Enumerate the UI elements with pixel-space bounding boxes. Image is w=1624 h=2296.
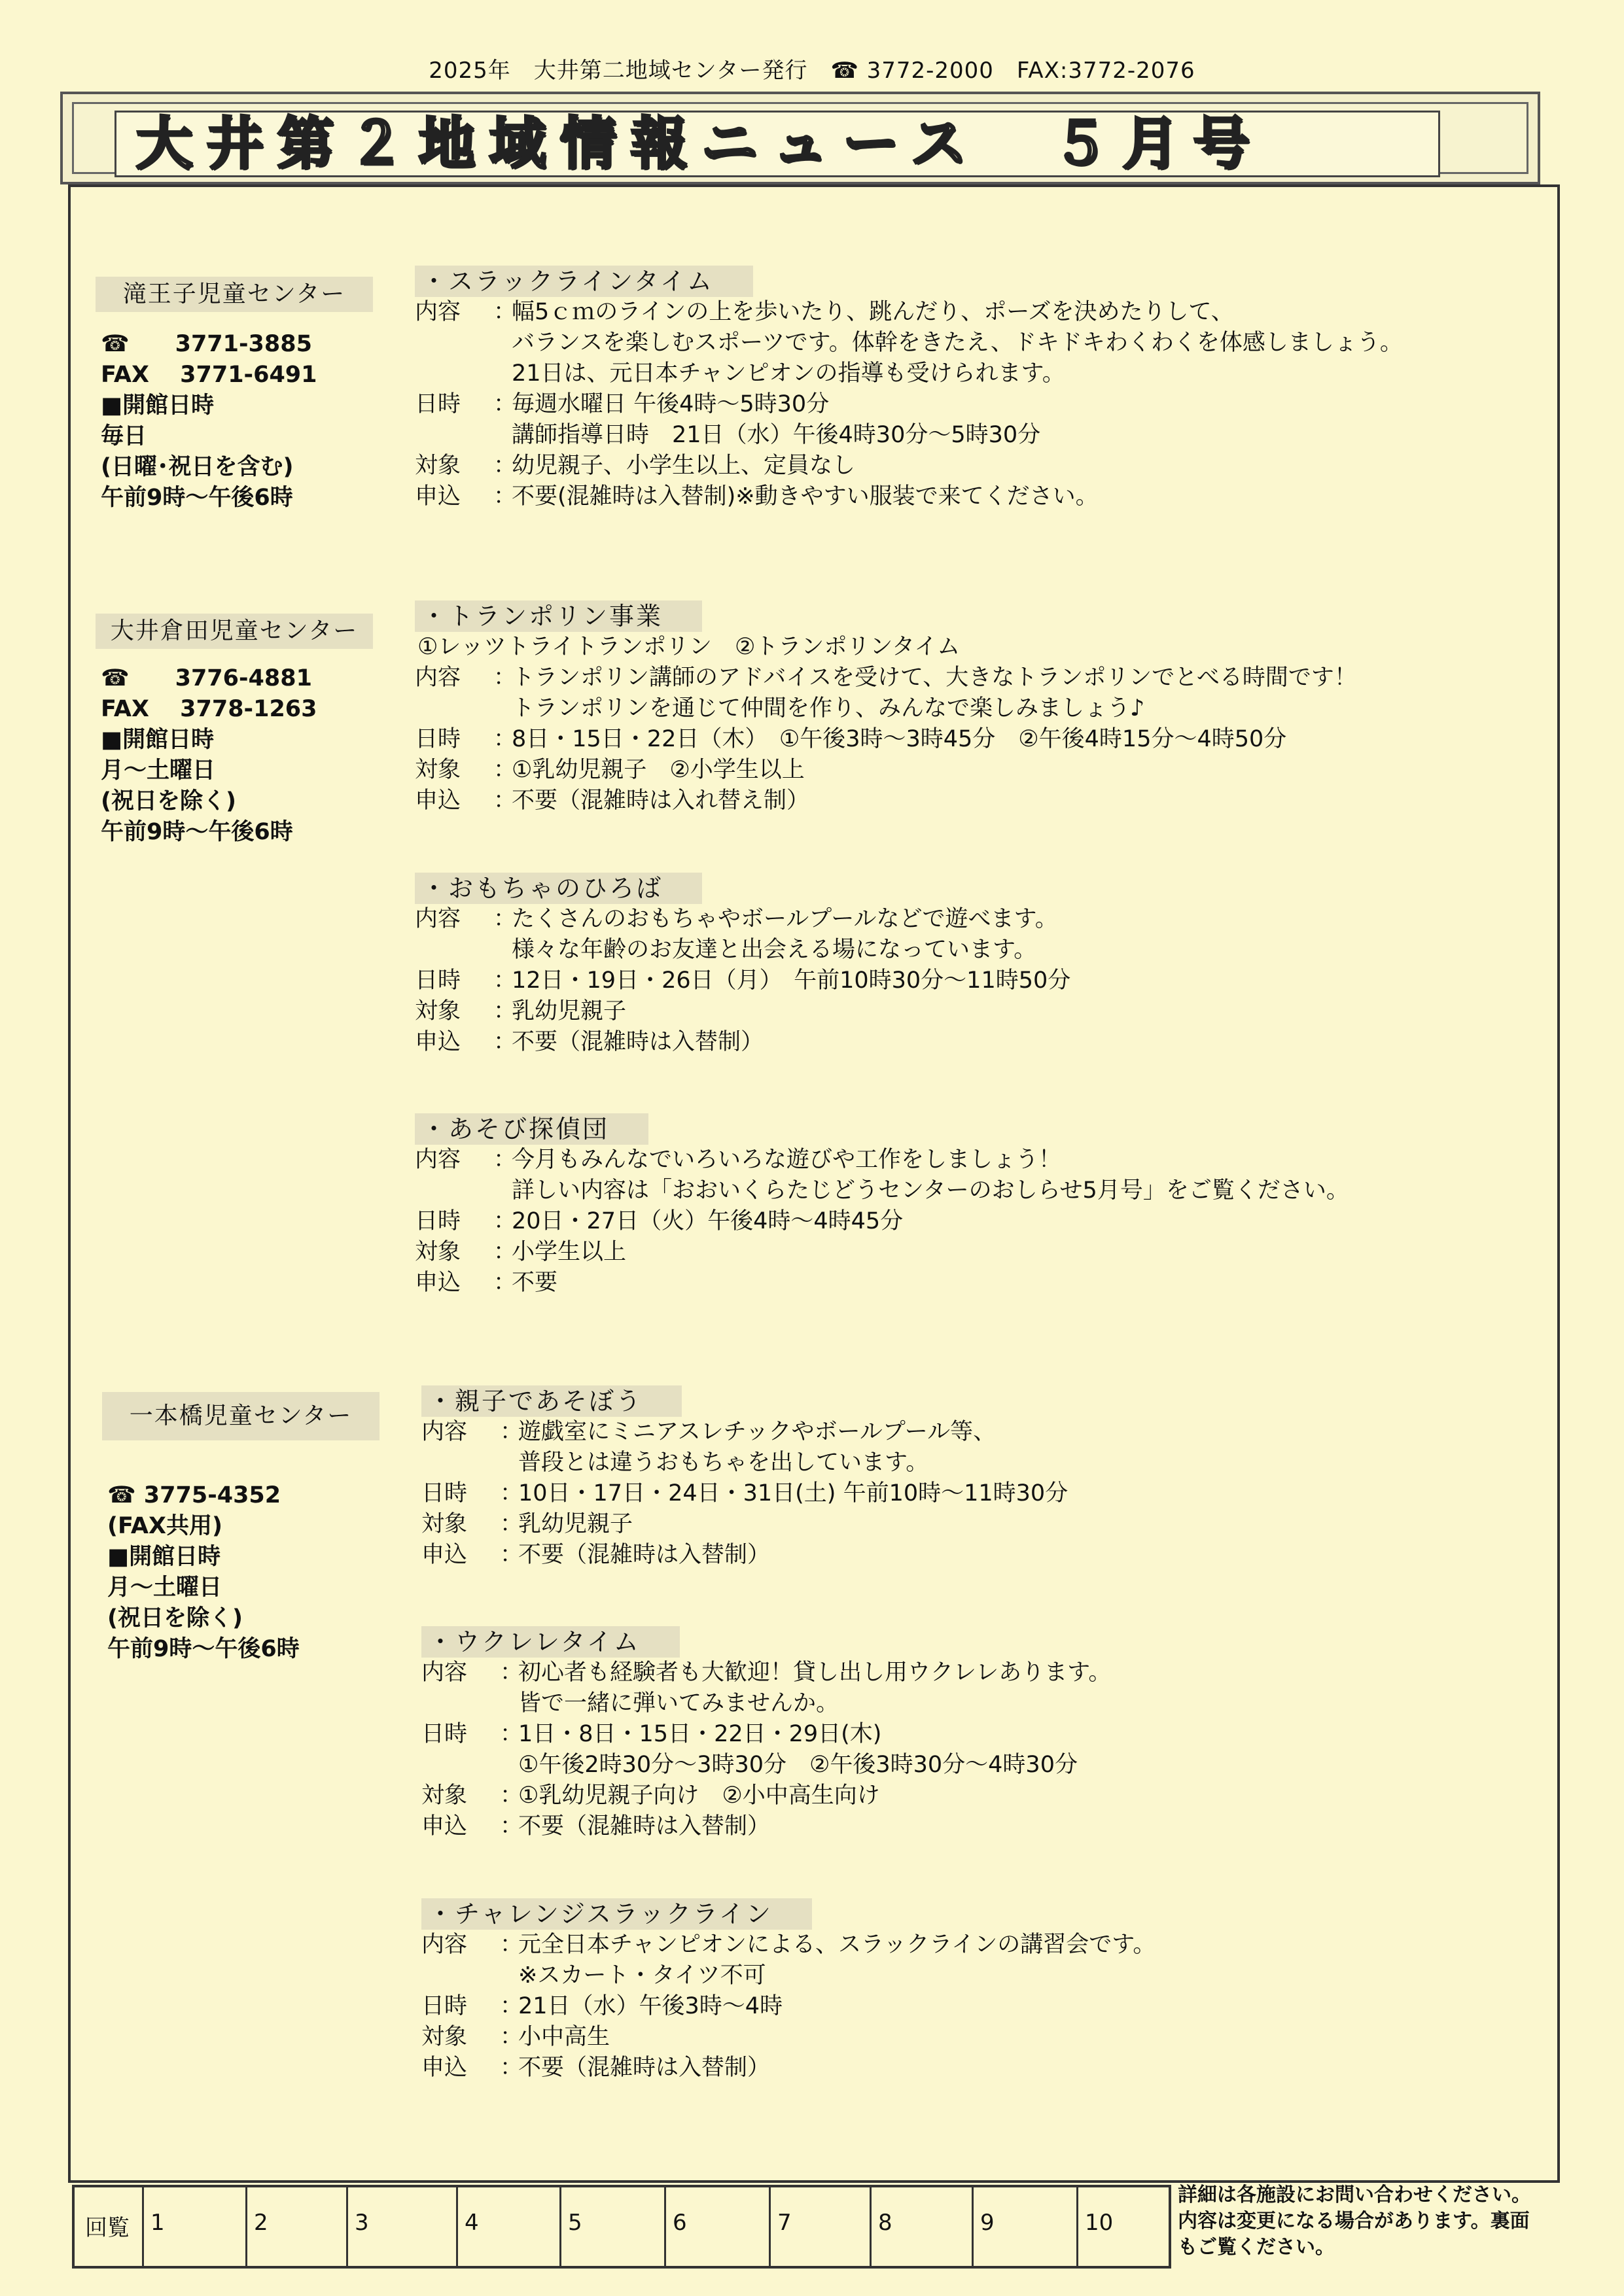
row-key: 日時 [421,1993,468,2019]
row-colon: ： [493,788,517,814]
nichiji-row [421,1991,1156,2022]
publisher-line: 2025年 大井第二地域センター発行 ☎ 3772-2000 FAX:3772-2076 [429,58,1195,84]
row-key: 申込 [415,483,461,510]
row-value: ①乳幼児親子向け ②小中高生向け [518,1783,880,1809]
row-colon: ： [500,1993,523,2019]
row-key: 対象 [421,1783,468,1809]
row-colon: ： [500,1813,523,1839]
row-value: 不要(混雑時は入替制)※動きやすい服装で来てください。 [512,483,1099,510]
taisho-row [421,1781,1111,1811]
row-colon: ： [493,299,517,325]
moshikomi-row [421,1540,1068,1571]
naiyo-row-cont [421,1688,1111,1719]
row-key: 内容 [415,665,461,691]
naiyo-row-cont [415,328,1403,358]
nichiji-row-cont [415,420,1403,451]
naiyo-row [415,297,1403,328]
row-value: 不要 [512,1270,558,1296]
row-key: 日時 [415,967,461,994]
row-colon: ： [493,1270,517,1296]
naiyo-row-cont [415,358,1403,389]
section-title: ・トランポリン事業 [415,600,702,632]
row-key: 日時 [421,1721,468,1747]
section-title: ・ウクレレタイム [421,1626,680,1658]
naiyo-row [415,1145,1349,1175]
row-key: 申込 [415,1029,461,1055]
section-title: ・スラックラインタイム [415,266,753,297]
naiyo-row-cont [415,693,1357,724]
center-info-oikurata: ☎ 3776-4881 FAX 3778-1263 ■開館日時 月～土曜日 (祝日を除く) 午前9時～午後6時 [101,665,317,845]
row-value: 遊戯室にミニアスレチックやボールプール等、 [518,1419,997,1445]
circulation-cell: 7 [771,2187,872,2266]
row-value: たくさんのおもちゃやボールプールなどで遊べます。 [512,906,1058,932]
row-colon: ： [493,967,517,994]
circulation-cell: 9 [974,2187,1078,2266]
row-value: ①午後2時30分～3時30分 ②午後3時30分～4時30分 [518,1752,1078,1778]
row-colon: ： [500,1419,523,1445]
moshikomi-row [415,786,1357,816]
row-key: 対象 [415,998,461,1024]
section-subtitle: ①レッツトライトランポリン ②トランポリンタイム [417,634,961,660]
naiyo-row [421,1658,1111,1688]
row-colon: ： [493,1239,517,1265]
row-value: 普段とは違うおもちゃを出しています。 [518,1450,929,1476]
circulation-cell: 3 [348,2187,458,2266]
row-key: 日時 [421,1480,468,1506]
taisho-row [415,996,1070,1027]
row-colon: ： [493,391,517,417]
row-value: ①乳幼児親子 ②小学生以上 [512,757,805,783]
circulation-cell: 6 [666,2187,771,2266]
taisho-row [421,2022,1156,2053]
row-key: 日時 [415,1208,461,1234]
row-colon: ： [500,2024,523,2050]
row-value: 20日・27日（火）午後4時～4時45分 [512,1208,904,1234]
moshikomi-row [415,1268,1349,1298]
title-box [115,111,1440,177]
row-value: 乳幼児親子 [512,998,627,1024]
row-key: 内容 [421,1660,468,1686]
nichiji-row [415,1206,1349,1237]
naiyo-row [421,1930,1156,1960]
row-value: 不要（混雑時は入替制） [512,1029,764,1055]
row-value: 不要（混雑時は入れ替え制） [512,788,810,814]
taisho-row [421,1509,1068,1540]
row-value: 10日・17日・24日・31日(土) 午前10時～11時30分 [518,1480,1068,1506]
moshikomi-row [421,1811,1111,1842]
row-key: 対象 [421,1511,468,1537]
row-key: 申込 [421,1813,468,1839]
row-key: 内容 [421,1419,468,1445]
naiyo-row [421,1417,1068,1448]
row-value: 小中高生 [518,2024,610,2050]
row-value: ※スカート・タイツ不可 [518,1962,766,1989]
row-value: 不要（混雑時は入替制） [518,1813,771,1839]
row-key: 内容 [421,1932,468,1958]
section-ukulele-time [421,1626,1111,1842]
row-colon: ： [493,1029,517,1055]
section-title: ・親子であそぼう [421,1385,682,1417]
row-colon: ： [493,757,517,783]
circulation-cell: 5 [561,2187,666,2266]
row-key: 申込 [415,1270,461,1296]
row-value: 8日・15日・22日（木） ①午後3時～3時45分 ②午後4時15分～4時50分 [512,726,1287,752]
naiyo-row-cont [421,1960,1156,1991]
taisho-row [415,451,1403,481]
row-colon: ： [493,906,517,932]
moshikomi-row [415,1027,1070,1058]
row-key: 内容 [415,906,461,932]
center-name-takioji: 滝王子児童センター [96,277,373,312]
row-colon: ： [500,1480,523,1506]
nichiji-row [421,1478,1068,1509]
section-trampoline [415,600,1357,816]
row-value: 21日（水）午後3時～4時 [518,1993,783,2019]
center-info-takioji: ☎ 3771-3885 FAX 3771-6491 ■開館日時 毎日 (日曜･祝日を含む) 午前9時～午後6時 [101,331,317,511]
row-colon: ： [500,1932,523,1958]
row-colon: ： [493,998,517,1024]
row-key: 対象 [415,453,461,479]
row-value: 乳幼児親子 [518,1511,633,1537]
center-info-ipponbashi: ☎ 3775-4352 (FAX共用) ■開館日時 月～土曜日 (祝日を除く) 午前9時～午後6時 [107,1482,300,1662]
row-colon: ： [500,1721,523,1747]
row-key: 対象 [415,757,461,783]
row-value: 12日・19日・26日（月） 午前10時30分～11時50分 [512,967,1071,994]
moshikomi-row [415,481,1403,512]
row-value: 皆で一緒に弾いてみませんか。 [518,1690,839,1716]
section-play-detectives [415,1113,1349,1298]
row-value: 小学生以上 [512,1239,627,1265]
row-value: バランスを楽しむスポーツです。体幹をきたえ、ドキドキわくわくを体感しましょう。 [512,330,1403,356]
circulation-cell: 4 [458,2187,561,2266]
title-frame [60,92,1540,184]
row-value: トランポリン講師のアドバイスを受けて、大きなトランポリンでとべる時間です！ [512,665,1357,691]
moshikomi-row [421,2053,1156,2083]
nichiji-row [421,1719,1111,1750]
section-challenge-slackline [421,1898,1156,2083]
row-value: 不要（混雑時は入替制） [518,1542,771,1568]
nichiji-row [415,724,1357,755]
center-name-ipponbashi: 一本橋児童センター [102,1392,380,1440]
section-toy-plaza [415,873,1070,1058]
row-value: 詳しい内容は「おおいくらたじどうセンターのおしらせ5月号」をご覧ください。 [512,1177,1349,1204]
naiyo-row [415,663,1357,693]
circulation-cell: 8 [872,2187,974,2266]
row-key: 申込 [421,2055,468,2081]
center-name-oikurata: 大井倉田児童センター [96,614,373,649]
section-title: ・あそび探偵団 [415,1113,648,1145]
section-slackline-time [415,266,1403,512]
row-colon: ： [493,483,517,510]
row-colon: ： [500,1783,523,1809]
row-key: 対象 [415,1239,461,1265]
nichiji-row [415,389,1403,420]
row-key: 内容 [415,1147,461,1173]
section-title: ・おもちゃのひろば [415,873,702,904]
circulation-table [72,2185,1171,2269]
row-value: 不要（混雑時は入替制） [518,2055,771,2081]
row-value: トランポリンを通じて仲間を作り、みんなで楽しみましょう♪ [512,695,1145,722]
row-colon: ： [500,2055,523,2081]
row-value: 毎週水曜日 午後4時～5時30分 [512,391,830,417]
row-colon: ： [500,1511,523,1537]
row-colon: ： [500,1542,523,1568]
footer-note: 詳細は各施設にお問い合わせください。内容は変更になる場合があります。裏面もご覧ください。 [1178,2183,1531,2259]
row-colon: ： [500,1660,523,1686]
circulation-cell: 1 [144,2187,247,2266]
naiyo-row-cont [415,935,1070,965]
row-colon: ： [493,453,517,479]
row-key: 内容 [415,299,461,325]
row-key: 申込 [415,788,461,814]
row-value: 幼児親子、小学生以上、定員なし [512,453,856,479]
row-colon: ： [493,665,517,691]
row-value: 幅5ｃｍのラインの上を歩いたり、跳んだり、ポーズを決めたりして、 [512,299,1234,325]
row-value: 初心者も経験者も大歓迎！貸し出し用ウクレレあります。 [518,1660,1112,1686]
taisho-row [415,1237,1349,1268]
row-colon: ： [493,726,517,752]
naiyo-row-cont [421,1448,1068,1478]
row-colon: ： [493,1208,517,1234]
naiyo-row-cont [415,1175,1349,1206]
circulation-cell: 10 [1085,2210,1114,2236]
row-key: 対象 [421,2024,468,2050]
row-key: 日時 [415,726,461,752]
nichiji-row-cont [421,1750,1111,1781]
circulation-cell: 2 [247,2187,348,2266]
section-parent-child-play [421,1385,1068,1571]
taisho-row [415,755,1357,786]
row-value: 元全日本チャンピオンによる、スラックラインの講習会です。 [518,1932,1156,1958]
page-title: 大井第２地域情報ニュース ５月号 [136,111,1264,177]
row-value: 1日・8日・15日・22日・29日(木) [518,1721,882,1747]
row-value: 様々な年齢のお友達と出会える場になっています。 [512,937,1037,963]
title-inner-frame [72,102,1528,177]
row-key: 日時 [415,391,461,417]
row-value: 21日は、元日本チャンピオンの指導も受けられます。 [512,360,1065,387]
naiyo-row [415,904,1070,935]
nichiji-row [415,965,1070,996]
circulation-label: 回覧 [75,2187,144,2266]
row-key: 申込 [421,1542,468,1568]
row-value: 今月もみんなでいろいろな遊びや工作をしましょう！ [512,1147,1062,1173]
row-colon: ： [493,1147,517,1173]
row-value: 講師指導日時 21日（水）午後4時30分～5時30分 [512,422,1041,448]
section-title: ・チャレンジスラックライン [421,1898,812,1930]
